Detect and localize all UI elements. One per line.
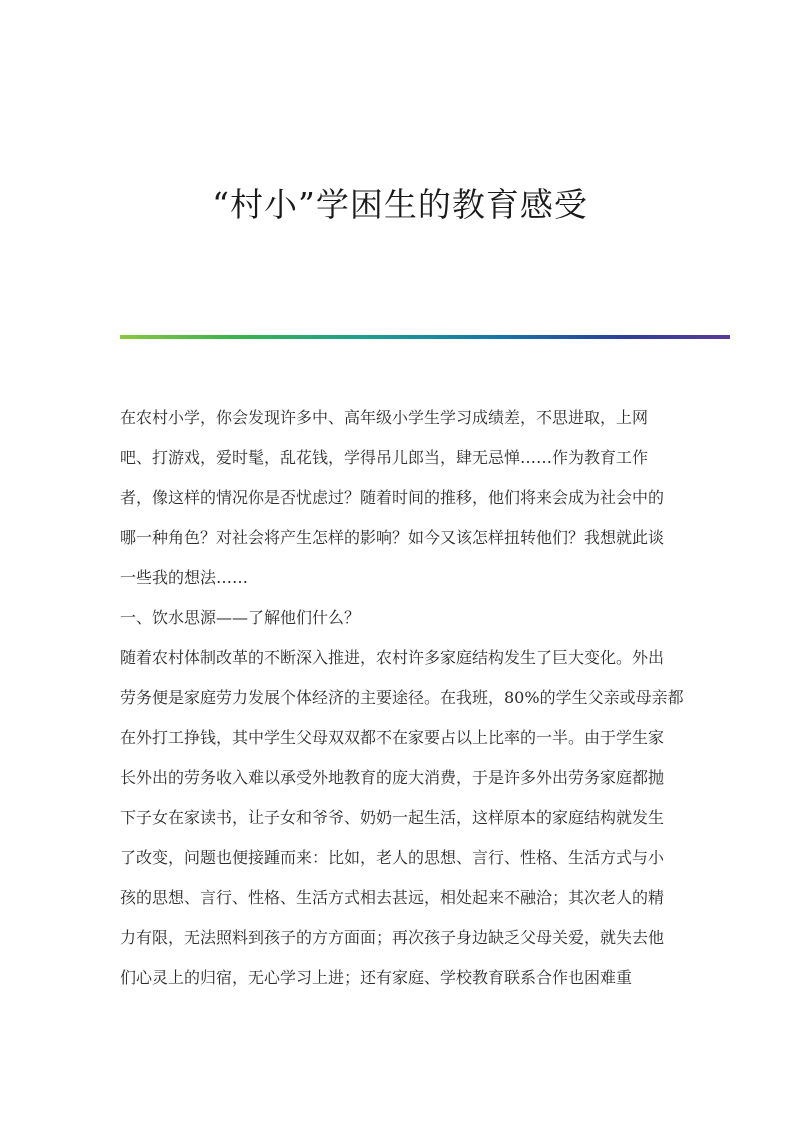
intro-line: 在农村小学，你会发现许多中、高年级小学生学习成绩差，不思进取，上网 [120, 408, 649, 427]
section-line: 力有限，无法照料到孩子的方方面面；再次孩子身边缺乏父母关爱，就失去他 [120, 928, 665, 947]
intro-line: 哪一种角色？对社会将产生怎样的影响？如今又该怎样扭转他们？我想就此谈 [120, 528, 665, 547]
section-line: 们心灵上的归宿，无心学习上进；还有家庭、学校教育联系合作也困难重 [120, 968, 633, 987]
section-line: 长外出的劳务收入难以承受外地教育的庞大消费，于是许多外出劳务家庭都抛 [120, 768, 665, 787]
section-line: 下子女在家读书，让子女和爷爷、奶奶一起生活，这样原本的家庭结构就发生 [120, 808, 665, 827]
intro-line: 者，像这样的情况你是否忧虑过？随着时间的推移，他们将来会成为社会中的 [120, 488, 665, 507]
section-line: 孩的思想、言行、性格、生活方式相去甚远，相处起来不融洽；其次老人的精 [120, 888, 665, 907]
document-title: “村小”学困生的教育感受 [212, 185, 588, 224]
section-line: 了改变，问题也便接踵而来：比如，老人的思想、言行、性格、生活方式与小 [120, 848, 665, 867]
document-body [120, 398, 700, 998]
section-line: 劳务便是家庭劳力发展个体经济的主要途径。在我班，80%的学生父亲或母亲都 [120, 688, 684, 707]
section-heading: 一、饮水思源——了解他们什么？ [120, 608, 361, 627]
section-line: 随着农村体制改革的不断深入推进，农村许多家庭结构发生了巨大变化。外出 [120, 648, 665, 667]
intro-line: 吧、打游戏，爱时髦，乱花钱，学得吊儿郎当，肆无忌惮……作为教育工作 [120, 448, 649, 467]
intro-line: 一些我的想法…… [120, 568, 249, 587]
title-divider [120, 335, 730, 339]
section-line: 在外打工挣钱，其中学生父母双双都不在家要占以上比率的一半。由于学生家 [120, 728, 665, 747]
